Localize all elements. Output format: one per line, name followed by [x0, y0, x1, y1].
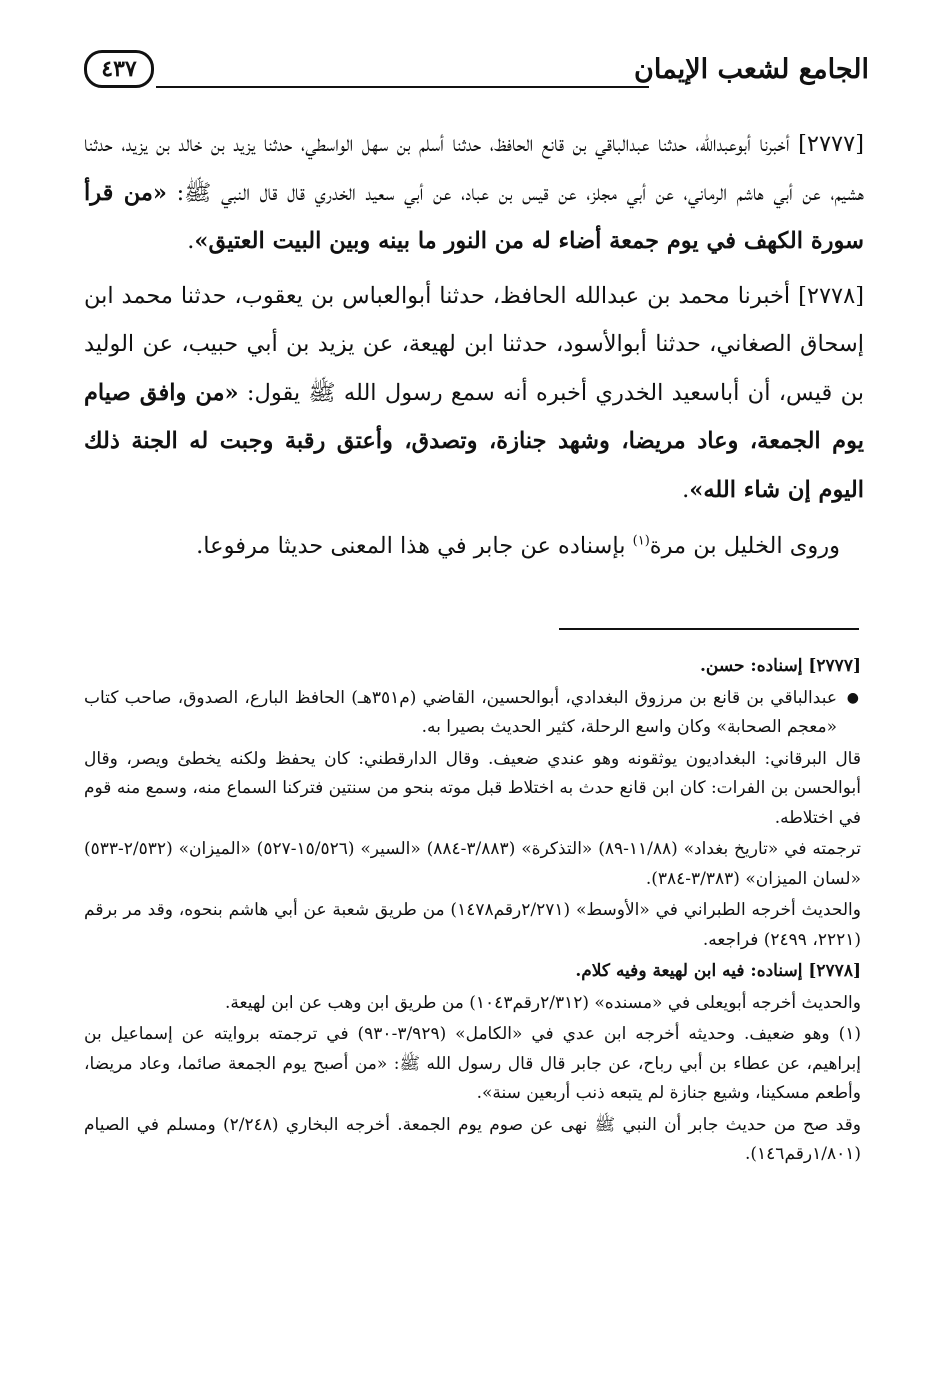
hadith-2777-isnad: [٢٧٧٧] أخبرنا أبوعبدالله، حدثنا عبدالباقي بن قانع الحافظ، حدثنا أسلم بن سهل الواسطي، حدثنا يزيد بن خالد بن يزيد، حدثنا هشيم، عن أبي هاشم الرماني، عن أبي مجلز، عن قيس بن عباد، عن أبي سعيد الخدري قال قال النبي ﷺ:: [84, 131, 864, 206]
note-2778-grade: [٢٧٧٨] إسناده: فيه ابن لهيعة وفيه كلام.: [575, 961, 861, 981]
footnote-separator: [559, 628, 859, 630]
note-2777-tarjama: ترجمته في «تاريخ بغداد» (١١/٨٨-٨٩) «التذكرة» (٣/٨٨٣-٨٨٤) «السير» (١٥/٥٢٦-٥٢٧) «الميزان» (٢/٥٣٢-٥٣٣) «لسان الميزان» (٣/٣٨٣-٣٨٤).: [84, 839, 862, 889]
bullet-icon: ●: [846, 689, 859, 706]
note-2778-takhrij: والحديث أخرجه أبويعلى في «مسنده» (٢/٣١٢رقم١٠٤٣) من طريق ابن وهب عن ابن لهيعة.: [224, 992, 861, 1013]
narration-khalil: [84, 522, 864, 571]
footnote-ref-1[interactable]: (١): [632, 533, 650, 549]
hadith-2777: [84, 120, 864, 266]
hadith-2778-end: .: [682, 476, 690, 503]
footnote-1-a: (١) وهو ضعيف. وحديثه أخرجه ابن عدي في «الكامل» (٣/٩٢٩-٩٣٠) في ترجمته بروايته عن إسماعيل بن إبراهيم، عن عطاء بن أبي رباح، عن جابر قال قال رسول الله ﷺ: «من أصبح يوم الجمعة صائما، وعاد مريضا، وأطعم مسكينا، وشيع جنازة لم يتبعه ذنب أربعين سنة».: [84, 1024, 861, 1103]
hadith-2777-end: .: [187, 228, 195, 254]
note-2777-bio: [84, 684, 861, 743]
page-header: [84, 40, 869, 110]
page-number-badge: [84, 50, 154, 88]
note-2777-takhrij: والحديث أخرجه الطبراني في «الأوسط» (٢/٢٧١رقم١٤٧٨) من طريق شعبة عن أبي هاشم بنحوه، وقد مر برقم (٢٢٢١، ٢٤٩٩) فراجعه.: [84, 900, 861, 950]
footnote-1-b: وقد صح من حديث جابر أن النبي ﷺ نهى عن صوم يوم الجمعة. أخرجه البخاري (٢/٢٤٨) ومسلم في الصيام (١/٨٠١رقم١٤٦).: [84, 1114, 861, 1164]
hadith-2778: [84, 272, 864, 515]
hadith-2778-isnad: [٢٧٧٨] أخبرنا محمد بن عبدالله الحافظ، حدثنا أبوالعباس بن يعقوب، حدثنا محمد ابن إسحاق الصغاني، حدثنا أبوالأسود، حدثنا ابن لهيعة، عن يزيد بن أبي حبيب، عن الوليد بن قيس، أن أباسعيد الخدري أخبره أنه سمع رسول الله ﷺ يقول:: [84, 282, 864, 406]
narration-after: بإسناده عن جابر في هذا المعنى حديثا مرفوعا.: [196, 533, 633, 559]
running-title: الجامع لشعب الإيمان: [634, 54, 869, 85]
note-2777-bio-2: قال البرقاني: البغداديون يوثقونه وهو عندي ضعيف. وقال الدارقطني: كان يحفظ ولكنه يخطئ ويصر، وقال أبوالحسن بن الفرات: كان ابن قانع حدث به اختلاط قبل موته بنحو من سنتين فتركنا السماع منه، وسمع منه قوم في اختلاطه.: [84, 748, 861, 828]
hadith-2778-matn: «من وافق صيام يوم الجمعة، وعاد مريضا، وشهد جنازة، وتصدق، وأعتق رقبة وجبت له الجنة ذلك اليوم إن شاء الله»: [84, 379, 864, 503]
note-2777-grade: [٢٧٧٧] إسناده: حسن.: [699, 656, 861, 676]
hadith-2777-matn: «من قرأ سورة الكهف في يوم جمعة أضاء له من النور ما بينه وبين البيت العتيق»: [84, 179, 864, 254]
header-rule: [156, 86, 649, 88]
narration-before: وروى الخليل بن مرة: [649, 533, 840, 559]
main-text: [84, 120, 864, 571]
footnotes: [84, 652, 861, 1172]
page-number: ٤٣٧: [101, 56, 137, 82]
note-2777-bio-1: عبدالباقي بن قانع بن مرزوق البغدادي، أبوالحسين، القاضي (م٣٥١هـ) الحافظ البارع، الصدوق، صاحب كتاب «معجم الصحابة» وكان واسع الرحلة، كثير الحديث بصيرا به.: [84, 687, 837, 737]
